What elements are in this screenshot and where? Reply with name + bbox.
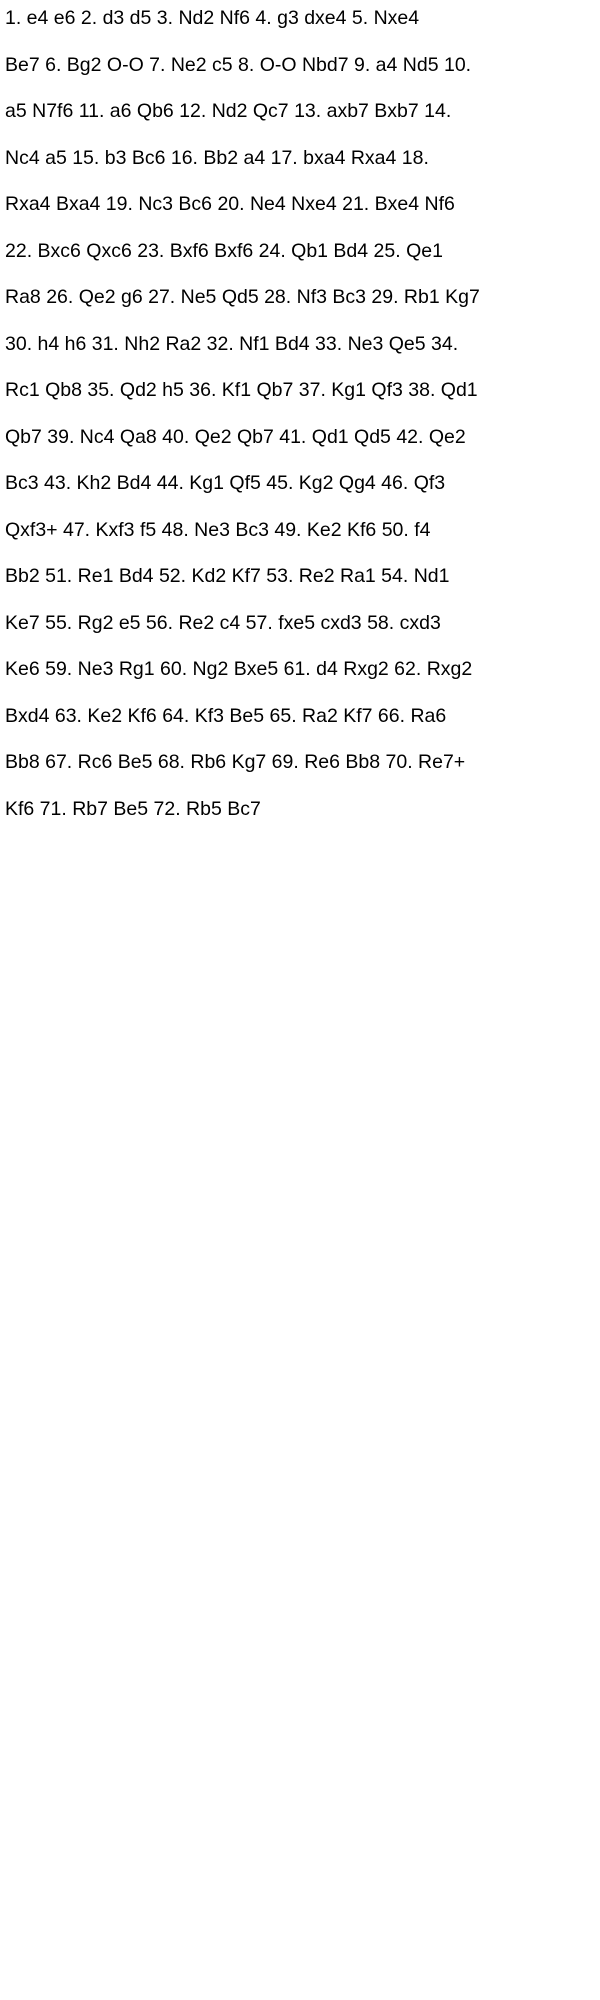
move-line: Be7 6. Bg2 O-O 7. Ne2 c5 8. O-O Nbd7 9. a4 Nd5 10. xyxy=(5,53,472,76)
move-line: Kf6 71. Rb7 Be5 72. Rb5 Bc7 xyxy=(5,797,261,820)
move-line: Qb7 39. Nc4 Qa8 40. Qe2 Qb7 41. Qd1 Qd5 42. Qe2 xyxy=(5,425,466,448)
move-line: Ke6 59. Ne3 Rg1 60. Ng2 Bxe5 61. d4 Rxg2 62. Rxg2 xyxy=(5,658,473,680)
chess-move-list xyxy=(5,5,585,842)
move-line: Bb8 67. Rc6 Be5 68. Rb6 Kg7 69. Re6 Bb8 70. Re7+ xyxy=(5,751,466,773)
move-line: 1. e4 e6 2. d3 d5 3. Nd2 Nf6 4. g3 dxe4 5. Nxe4 xyxy=(5,7,420,29)
move-line: Nc4 a5 15. b3 Bc6 16. Bb2 a4 17. bxa4 Rxa4 18. xyxy=(5,146,429,169)
move-line: Ke7 55. Rg2 e5 56. Re2 c4 57. fxe5 cxd3 58. cxd3 xyxy=(5,611,441,634)
move-line: Ra8 26. Qe2 g6 27. Ne5 Qd5 28. Nf3 Bc3 29. Rb1 Kg7 xyxy=(5,286,480,308)
move-line: Bxd4 63. Ke2 Kf6 64. Kf3 Be5 65. Ra2 Kf7 66. Ra6 xyxy=(5,704,447,727)
move-line: Bb2 51. Re1 Bd4 52. Kd2 Kf7 53. Re2 Ra1 54. Nd1 xyxy=(5,565,450,587)
move-line: a5 N7f6 11. a6 Qb6 12. Nd2 Qc7 13. axb7 Bxb7 14. xyxy=(5,100,452,122)
move-line: 30. h4 h6 31. Nh2 Ra2 32. Nf1 Bd4 33. Ne3 Qe5 34. xyxy=(5,332,459,355)
move-line: Rc1 Qb8 35. Qd2 h5 36. Kf1 Qb7 37. Kg1 Qf3 38. Qd1 xyxy=(5,379,478,401)
move-line: Rxa4 Bxa4 19. Nc3 Bc6 20. Ne4 Nxe4 21. Bxe4 Nf6 xyxy=(5,193,455,215)
move-line: 22. Bxc6 Qxc6 23. Bxf6 Bxf6 24. Qb1 Bd4 25. Qe1 xyxy=(5,239,443,262)
move-line: Qxf3+ 47. Kxf3 f5 48. Ne3 Bc3 49. Ke2 Kf6 50. f4 xyxy=(5,518,431,541)
move-line: Bc3 43. Kh2 Bd4 44. Kg1 Qf5 45. Kg2 Qg4 46. Qf3 xyxy=(5,472,446,494)
